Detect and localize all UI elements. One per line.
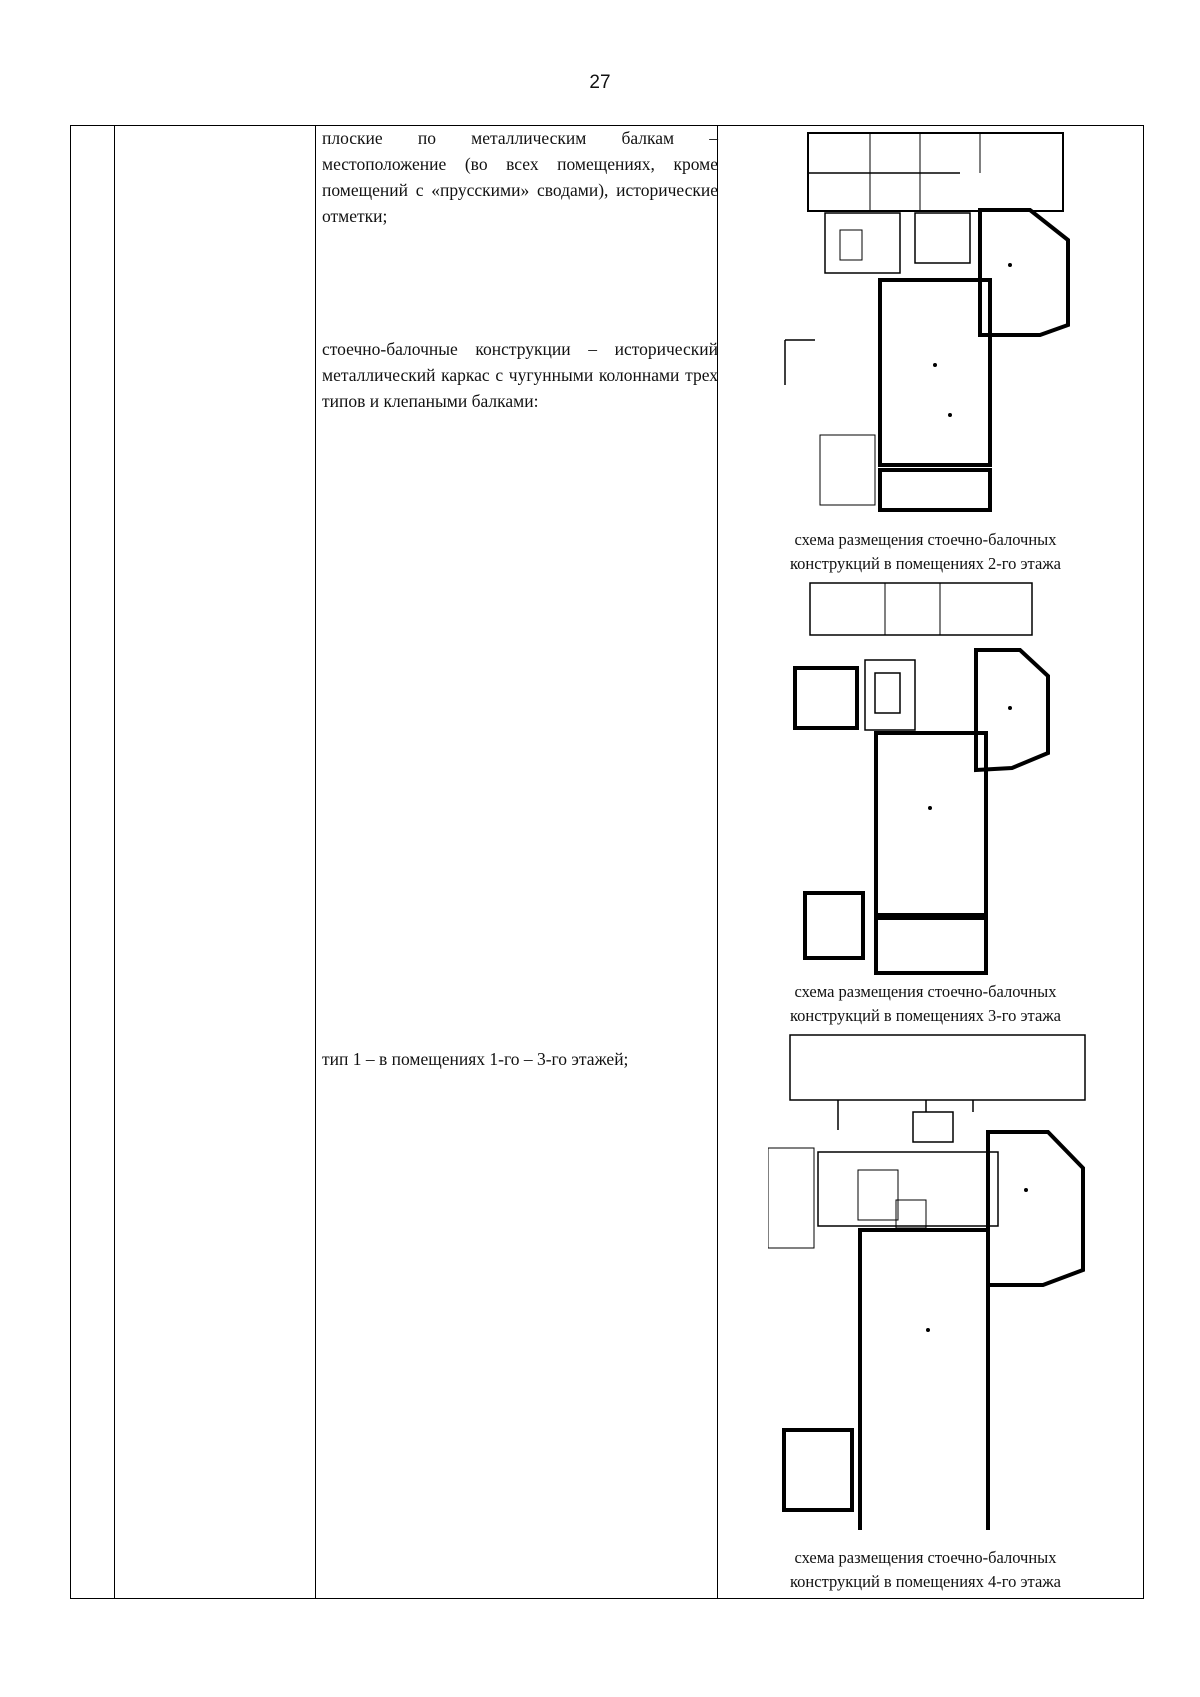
caption-floor-2-line1: схема размещения стоечно-балочных	[794, 530, 1057, 549]
page-number: 27	[589, 72, 611, 93]
caption-floor-4-line1: схема размещения стоечно-балочных	[794, 1548, 1057, 1567]
caption-floor-2-line2: конструкций в помещениях 2-го этажа	[789, 554, 1062, 573]
paragraph-post-beam: стоечно-балочные конструкции – исторический металлический каркас с чугунными колоннами трех типов и клепаными балками:	[322, 339, 718, 411]
column-divider-2	[315, 126, 316, 1598]
paragraph-flat-beams: плоские по металлическим балкам – местоположение (во всех помещениях, кроме помещений с «прусскими» сводами), исторические отметки;	[322, 128, 718, 226]
paragraph-type-1: тип 1 – в помещениях 1-го – 3-го этажей;	[322, 1049, 629, 1069]
caption-floor-3-line1: схема размещения стоечно-балочных	[794, 982, 1057, 1001]
floor-plan-4	[768, 1030, 1098, 1530]
caption-floor-4-line2: конструкций в помещениях 4-го этажа	[789, 1572, 1062, 1591]
column-divider-1	[114, 126, 115, 1598]
floor-plan-2	[780, 125, 1100, 515]
floor-plan-3	[780, 578, 1100, 978]
caption-floor-3-line2: конструкций в помещениях 3-го этажа	[789, 1006, 1062, 1025]
